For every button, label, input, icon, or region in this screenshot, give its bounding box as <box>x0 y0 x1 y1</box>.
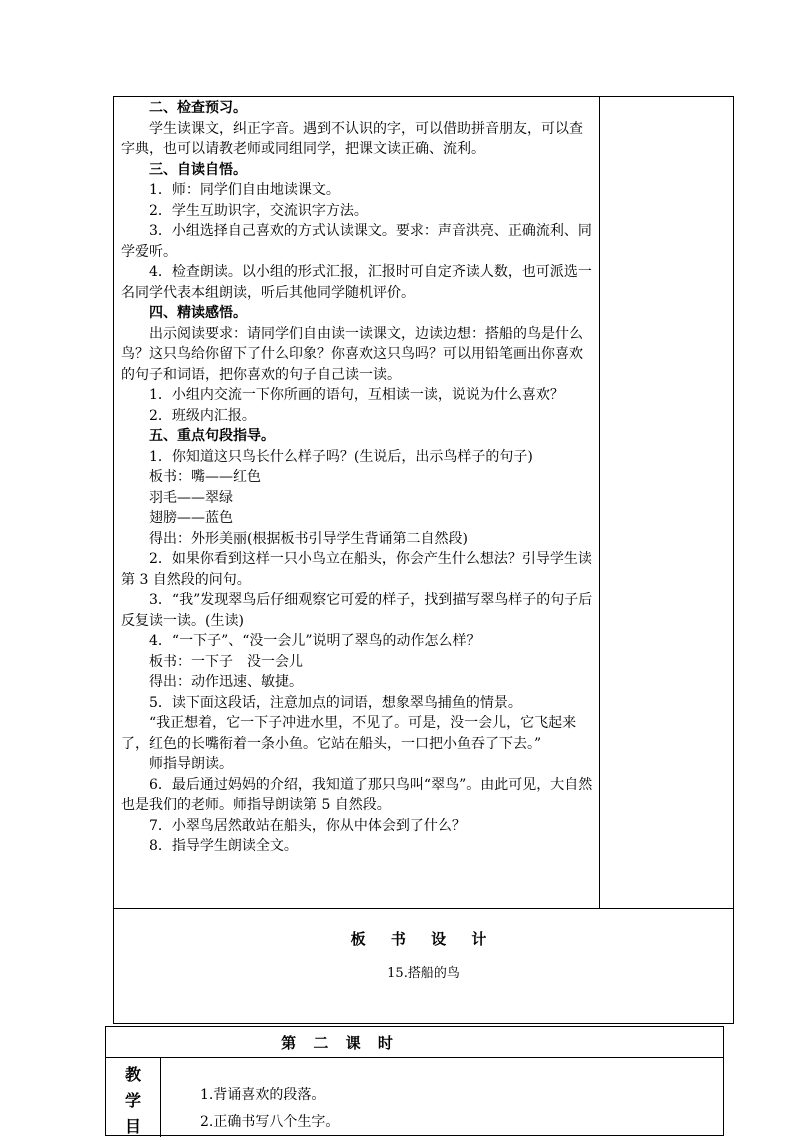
goal-item: 2.正确书写八个生字。 <box>200 1114 340 1130</box>
content-line: 2．如果你看到这样一只小鸟立在船头，你会产生什么想法？引导学生读第 3 自然段的问句。 <box>121 551 592 588</box>
row-divider <box>113 908 734 909</box>
content-line: 羽毛——翠绿 <box>149 489 233 506</box>
label-char: 目 <box>124 1117 141 1136</box>
goal-item: 1.背诵喜欢的段落。 <box>200 1087 326 1103</box>
content-line: 1．你知道这只鸟长什么样子吗？(生说后，出示鸟样子的句子) <box>149 448 533 465</box>
content-line: 得出：动作迅速、敏捷。 <box>149 674 303 690</box>
second-lesson-row-divider <box>105 1057 724 1058</box>
content-line: 4．“一下子”、“没一会儿”说明了翠鸟的动作怎么样？ <box>149 633 481 649</box>
content-line: 4．检查朗读。以小组的形式汇报，汇报时可自定齐读人数，也可派选一名同学代表本组朗读，听后其他同学随机评价。 <box>121 264 592 301</box>
content-line: 板书：嘴——红色 <box>149 469 261 485</box>
section-heading: 四、精读感悟。 <box>149 305 247 321</box>
content-line: 2．班级内汇报。 <box>149 407 256 424</box>
content-line: 8．指导学生朗读全文。 <box>149 838 298 854</box>
teaching-goal-label <box>106 1062 160 1140</box>
content-line: 1．小组内交流一下你所画的语句，互相读一读，说说为什么喜欢？ <box>149 387 564 403</box>
section-heading: 五、重点句段指导。 <box>149 428 275 444</box>
label-char: 学 <box>124 1091 141 1110</box>
lesson-content <box>121 98 595 857</box>
label-char: 教 <box>124 1065 141 1084</box>
content-line: 6．最后通过妈妈的介绍，我知道了那只鸟叫“翠鸟”。由此可见，大自然也是我们的老师。师指导朗读第 5 自然段。 <box>121 776 593 813</box>
second-lesson-title: 第 二 课 时 <box>281 1034 399 1052</box>
second-lesson-column-divider <box>160 1057 161 1137</box>
content-line: 学生读课文，纠正字音。遇到不认识的字，可以借助拼音朋友，可以查字典，也可以请教老师或同组同学，把课文读正确、流利。 <box>121 120 583 157</box>
content-line: 5．读下面这段话，注意加点的词语，想象翠鸟捕鱼的情景。 <box>149 694 522 711</box>
content-line: 翅膀——蓝色 <box>149 510 233 526</box>
section-heading: 二、检查预习。 <box>149 100 247 116</box>
content-line: 2．学生互助识字，交流识字方法。 <box>149 202 368 219</box>
content-line: 板书：一下子 没一会儿 <box>149 653 303 670</box>
content-line: 出示阅读要求：请同学们自由读一读课文，边读边想：搭船的鸟是什么鸟？这只鸟给你留下了什么印象？你喜欢这只鸟吗？可以用铅笔画出你喜欢的句子和词语，把你喜欢的句子自己读一读。 <box>121 325 583 383</box>
content-line: 师指导朗读。 <box>149 756 233 772</box>
teaching-goals <box>200 1082 339 1136</box>
content-line: 7．小翠鸟居然敢站在船头，你从中体会到了什么？ <box>149 817 466 834</box>
content-line: “我正想着，它一下子冲进水里，不见了。可是，没一会儿，它飞起来了，红色的长嘴衔着一条小鱼。它站在船头，一口把小鱼吞了下去。” <box>121 715 577 752</box>
column-divider <box>599 96 600 908</box>
board-design-subtitle: 15.搭船的鸟 <box>387 966 460 981</box>
content-line: 3．“我”发现翠鸟后仔细观察它可爱的样子，找到描写翠鸟样子的句子后反复读一读。(生读) <box>121 592 593 629</box>
content-line: 得出：外形美丽(根据板书引导学生背诵第二自然段) <box>149 530 468 547</box>
section-heading: 三、自读自悟。 <box>149 161 247 178</box>
board-design-title: 板 书 设 计 <box>350 930 497 948</box>
content-line: 3．小组选择自己喜欢的方式认读课文。要求：声音洪亮、正确流利、同学爱听。 <box>121 223 592 260</box>
content-line: 1．师：同学们自由地读课文。 <box>149 182 340 198</box>
